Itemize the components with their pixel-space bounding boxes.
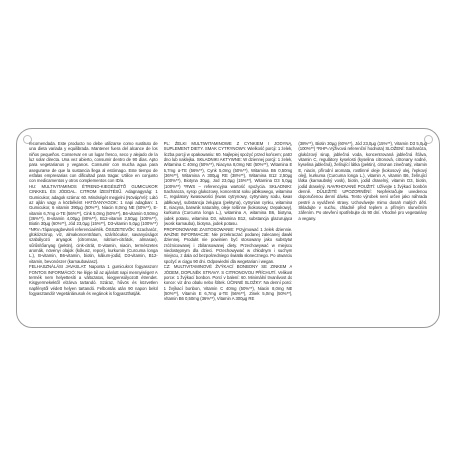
label-column-2 (164, 141, 293, 317)
column-3-paragraph-1: (38%**), Biotin 30µg (60%**), Jód 23,0µg (15%**), Vitamin D3 5,0µg (100%**) *RHP=Výživová referenční hodnota) SLOŽENÍ: Sacharóza, glukózový sirup, jablečná voda, koncentrovaná jablečná šťáva, vitamin C, regulátory kyselosti (kyselina citronová, citronany sodné, kyselina jablečná), želírující látka (pektin), citronan zinečnatý, vitamin E, niacin, přírodní aromata, rostlinné oleje (kokosový olej, řepkový olej), kurkuma (Curcuma longa L.), vitamin A, vitamin B6, želírující látka (karnaubský vosk), biotin, jodid draselný, vitamin D3, biotin, jodid draselný. NAVRHOVANÉ POUŽITÍ: Užívejte 1 žvýkací bonbón denně. DŮLEŽITÉ UPOZORNĚNÍ: Nepřekračujte uvedenou doporučenou denní dávku. Tento výrobek není určen jako náhrada pestré a vyvážené stravy. Uchovávejte mimo dosah malých dětí. Skladujte v suchu, chladně před teplem a přímým slunečním zářením. Po otevření spotřebujte do 90 dní. Vhodné pro vegetariány a vegany. (298, 141, 428, 221)
column-2-paragraph-3: CZ: MULTIVITAMINOVÉ ŽVÝKACÍ BONBONY SE ZINKEM A JÓDEM, DOPLNĚK STRAVY. S CITRONOVOU PŘÍCHUTÍ. Velikost porce: 1 žvýkací bonbon. Porcí v balení: 60. Minimální trvanlivost do konce: viz dno obalu nebo štítek. ÚČINNÉ SLOŽKY: Na denní porci: 1 žvýkací bonbon, Vitamin C 40mg (50%**), Niacin 8,0mg NE (50%**), Vitamin E 6,7mg α-TE (56%**), Zinek 5,0mg (50%**), Vitamin B6 0,50mg (36%**), Vitamin A 300µg RE (163, 264, 293, 302)
column-2-paragraph-2: PROPONOWANE ZASTOSOWANIE: Przyjmować 1 żelek dziennie. WAŻNE INFORMACJE: Nie przekraczać podanej zalecanej dawki dziennej. Produkt nie powinien być stosowany jako substytut zróżnicowanej i zbilansowanej diety. Przechowywać w miejscu niedostępnym dla dzieci. Przechowywać w chłodnym i suchym miejscu, z dala od bezpośredniego światła słonecznego. Po otwarciu spożyć w ciągu 90 dni. Odpowiedni dla wegetarian i wegan. (163, 226, 293, 264)
product-label-panel (16, 128, 440, 328)
column-2-paragraph-1: PL: ŻELKI MULTIWITAMINOWE Z CYNKIEM I JODYNĄ, SUPLEMENT DIETY. SMAK CYTRYNOWY. Wielkość porcji: 1 żelek, liczba porcji w opakowaniu: 60. Najlepiej spożyć przed końcem; patrz dno lub naklejka. SKŁADNIKI AKTYWNE: W dziennej porcji: 1 żelek, Witamina C 40mg (50%**), Niacyna 8,0mg NE (50%**), Witamina E 6,7mg α-TE (56%**), Cynk 5,0mg (50%**), Witamina B6 0,50mg (36%**), Witamina A 300µg RE (38%**), Witamina B12 2,50µg (100%**), Biotyna 30µg, Jod 23,0µg (15%**), Witamina D3 5,0µg (100%**) *RWS – referencyjna wartość spożycia. SKŁADNIKI: Sacharoza, syrop glukozowy, koncentrat soku jabłkowego, witamina C, regulatory kwasowości (kwas cytrynowy, cytryniany sodu, kwas jabłkowy), substancja żelująca (pektyna), cytrynian cynku, witamina E, niacyna, barwnik naturalny, oleje roślinne (kokosowy, rzepakowy), kurkuma (Curcuma longa L.), witamina A, witamina B6, biotyna, jodek potasu, witamina D3, witamina B12, substancja glazurująca (wosk karnauba), biotyna, jodek potasu. (163, 141, 293, 227)
column-1-paragraph-2: HU: MULTIVITAMINOS ÉTREND-KIEGÉSZÍTŐ GUMICUKOR CINKKEL ÉS JÓDDAL. CITROM ÍZESÍTÉSŰ. Adagnagyság: 1 Gumicukor, adagok száma: 60. Mindségét megjelni (Növáp/Vé): Látó az ajlán vagy a közbéként HATÓANYAGOK: 1 napi adagban: 1 Gumicukor, 6 vitamin 390µg (50%**), Niacin 8,0mg NE (50%**), E-vitamin 6,7mg α-TE (56%**), Cink 5,0mg (50%**), B6-vitamin 0,50mg (36%**), B-vitamin 4,00µg (80%**), B12-vitamin 2,50µg (100%**), Biotin 30µg (60%**), Jód 23,0µg (15%**), D3-vitamin 5,0µg (100%**) *NRV=Tápanyagbeviteli referenciaérték. ÖSSZETEVŐK: Szacharóz, glükózszirup, víz, almakoncentrátum, szárítócukor, savanyúságot szabályozó anyagok (citromsav, nátrium-citrátok, almasav), sűrűsítőanyag (pektin), cink-citrát, E-vitamin, niacin, természetes aromák, növényi olajok (kókusz, repce), kurkumin (Curcuma longa L.), B-vitamin, B6-vitamin, biotin, kálium-jodid, D3-vitamin, B12-vitamin, bevonószer (karnaubaviasz). (29, 183, 158, 264)
label-column-1 (29, 141, 158, 317)
label-columns (29, 141, 427, 317)
label-column-3 (298, 141, 427, 317)
column-1-paragraph-1: recomendada. Este producto no debe utilizarse como sustituto de una dieta variada y equilibrada. Mantener fuera del alcance de los niños pequeños. Conservar en un lugar fresco, seco y alejado de la luz solar directa. Una vez abierto, consumir dentro de 90 días. Apto para vegetarianos y veganos. Consumir con mucha agua para asegurarse de que la sustancia llega al estómago. Este tiempo de esfalas empresarias con dificultad para tragar. Utilice en conjunto con medicamentos y otros complementos con ID/a. (29, 141, 158, 184)
column-1-paragraph-3: FELHASZNÁLÁSI JAVASLAT: Naponta 1 gumicukrot fogyasszon! FONTOS INFORMÁCIÓ: Ne lépje túl az ajánlott napi mennyiséget! A termék nem helyettesíti a változatos, kiegyensúlyozott étrendet. Kisgyermekektől elzárva tartandó. Száraz, hűvös és közvetlen napfénytől védett helyen tartandó. Felbontás után 90 napon belül fogyasztandó! Vegetáriánusok és vegánok is fogyaszthatják. (29, 264, 158, 296)
